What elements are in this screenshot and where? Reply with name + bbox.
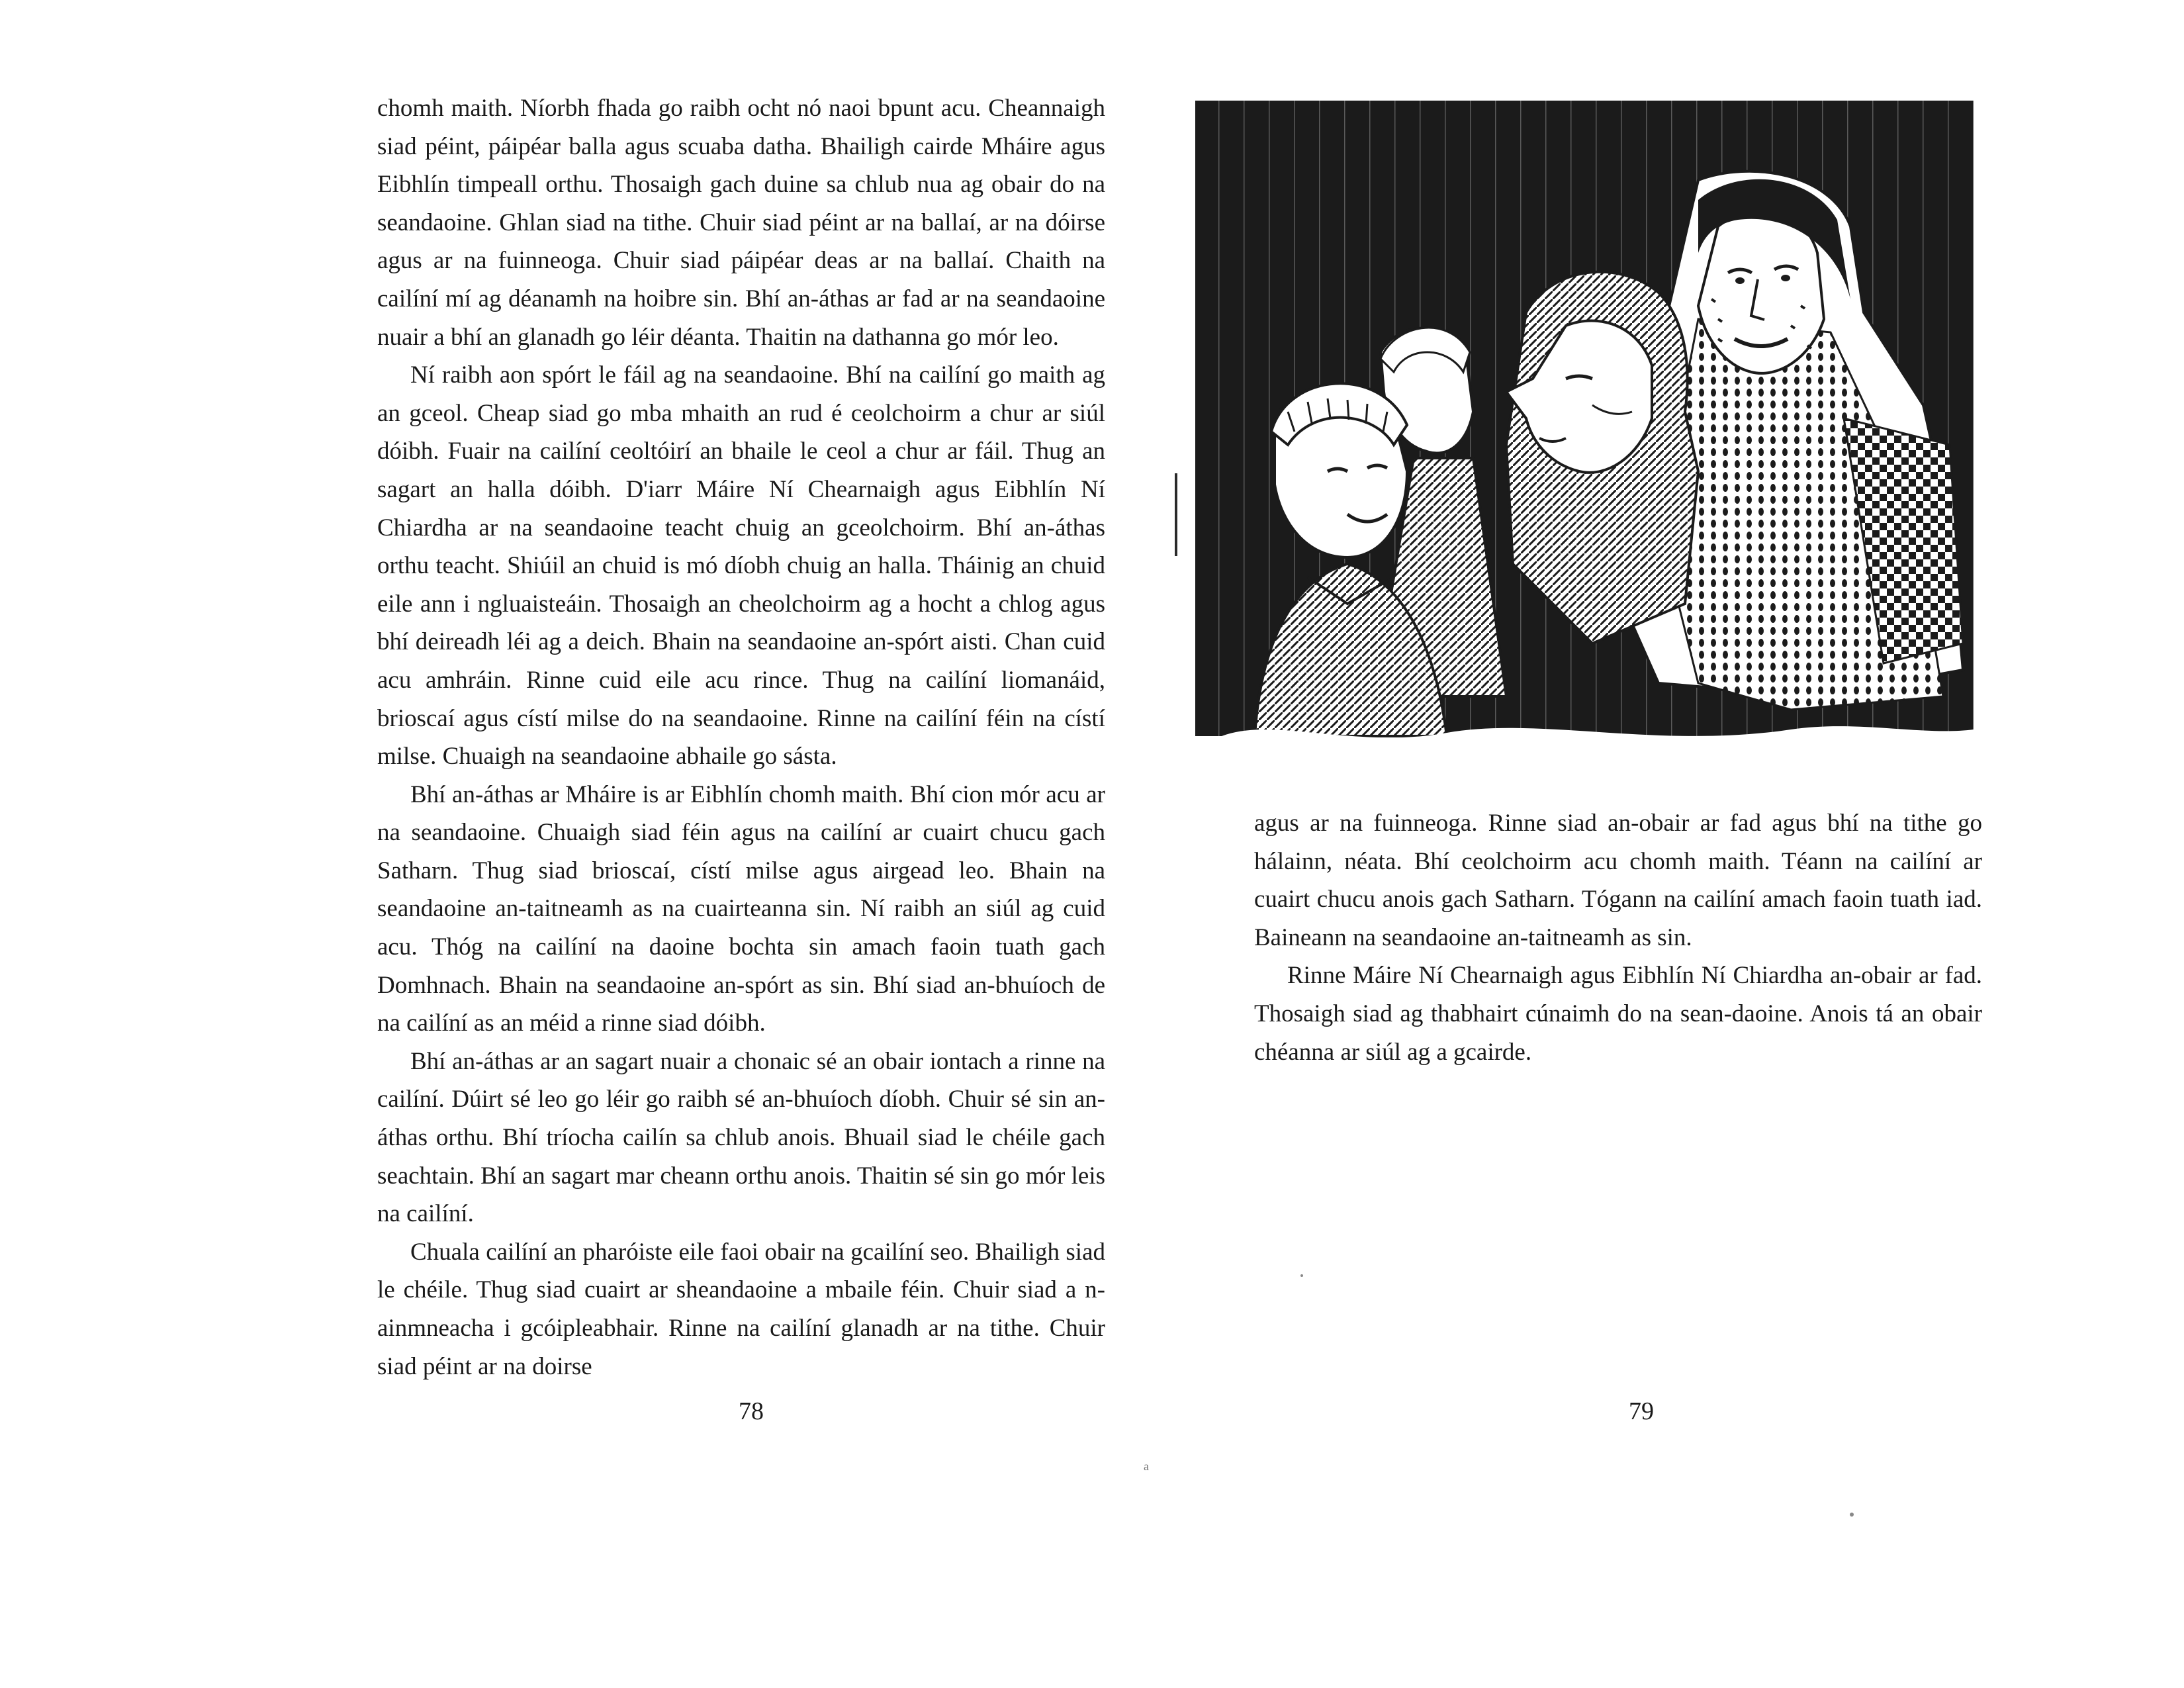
margin-rule <box>1175 473 1177 556</box>
illustration-svg <box>1195 101 1974 752</box>
left-paragraph-2: Ní raibh aon spórt le fáil ag na seandaoine. Bhí na cailíní go maith ag an gceol. Cheap siad go mba mhaith an rud é ceolchoirm a chur ar siúl dóibh. Fuair na cailíní ceoltóirí an bhaile le ceol a chur ar fáil. Thug an sagart an halla dóibh. D'iarr Máire Ní Chearnaigh agus Eibhlín Ní Chiardha ar na seandaoine teacht chuig an gceolchoirm. Bhí an-áthas orthu teacht. Shiúil an chuid is mó díobh chuig an halla. Tháinig an chuid eile ann i ngluaisteáin. Thosaigh an cheolchoirm ag a hocht a chlog agus bhí deireadh léi ag a deich. Bhain na seandaoine an-spórt aisti. Chan cuid acu amhráin. Rinne cuid eile acu rince. Thug na cailíní liomanáid, brioscaí agus cístí milse do na seandaoine. Rinne na cailíní féin na cístí milse. Chuaigh na seandaoine abhaile go sásta. <box>377 361 1105 771</box>
left-paragraph-3: Bhí an-áthas ar Mháire is ar Eibhlín chomh maith. Bhí cion mór acu ar na seandaoine. Chuaigh siad féin agus na cailíní ar cuairt chucu gach Satharn. Thug siad brioscaí, cístí milse agus airgead leo. Bhain na seandaoine an-taitneamh as na cuairteanna sin. Ní raibh an siúl ag cuid acu. Thóg na cailíní na daoine bochta sin amach faoin tuath gach Domhnach. Bhain na seandaoine an-spórt as sin. Bhí siad an-bhuíoch de na cailíní as an méid a rinne siad dóibh. <box>377 780 1105 1037</box>
scan-speck <box>1850 1513 1854 1517</box>
right-paragraph-1: agus ar na fuinneoga. Rinne siad an-obair ar fad agus bhí na tithe go hálainn, néata. Bhí ceolchoirm acu chomh maith. Téann na cailíní ar cuairt chucu anois gach Satharn. Tógann na cailíní amach faoin tuath iad. Baineann na seandaoine an-taitneamh as sin. <box>1254 810 1982 951</box>
scan-speck <box>1300 1274 1303 1277</box>
elderly-woman-front <box>1506 272 1698 643</box>
left-paragraph-1: chomh maith. Níorbh fhada go raibh ocht nó naoi bpunt acu. Cheannaigh siad péint, páipéar balla agus scuaba datha. Bhailigh cairde Mháire agus Eibhlín timpeall orthu. Thosaigh gach duine sa chlub nua ag obair do na seandaoine. Ghlan siad na tithe. Chuir siad péint ar na ballaí, ar na dóirse agus ar na fuinneoga. Chuir siad páipéar deas ar na ballaí. Chaith na cailíní mí ag déanamh na hoibre sin. Bhí an-áthas ar fad ar na seandaoine nuair a bhí an glanadh go léir déanta. Thaitin na dathanna go mór leo. <box>377 95 1105 351</box>
gutter-mark: a <box>1144 1460 1149 1473</box>
left-paragraph-5: Chuala cailíní an pharóiste eile faoi obair na gcailíní seo. Bhailigh siad le chéile. Thug siad cuairt ar sheandaoine a mbaile féin. Chuir siad a n-ainmneacha i gcóipleabhair. Rinne na cailíní glanadh ar na tithe. Chuir siad péint ar na doirse <box>377 1238 1105 1380</box>
right-paragraph-2: Rinne Máire Ní Chearnaigh agus Eibhlín Ní Chiardha an-obair ar fad. Thosaigh siad ag thabhairt cúnaimh do na sean-daoine. Anois tá an obair chéanna ar siúl ag a gcairde. <box>1254 962 1982 1066</box>
illustration <box>1195 101 1974 752</box>
page-number-left: 78 <box>739 1397 764 1425</box>
left-page-text <box>377 89 1105 1385</box>
page-number-right: 79 <box>1629 1397 1654 1425</box>
right-page-text <box>1254 804 1982 1071</box>
left-paragraph-4: Bhí an-áthas ar an sagart nuair a chonaic sé an obair iontach a rinne na cailíní. Dúirt sé leo go léir go raibh sé an-bhuíoch díobh. Chuir sé sin an-áthas orthu. Bhí tríocha cailín sa chlub anois. Bhuail siad le chéile gach seachtain. Bhí an sagart mar cheann orthu anois. Thaitin sé sin go mór leis na cailíní. <box>377 1047 1105 1228</box>
